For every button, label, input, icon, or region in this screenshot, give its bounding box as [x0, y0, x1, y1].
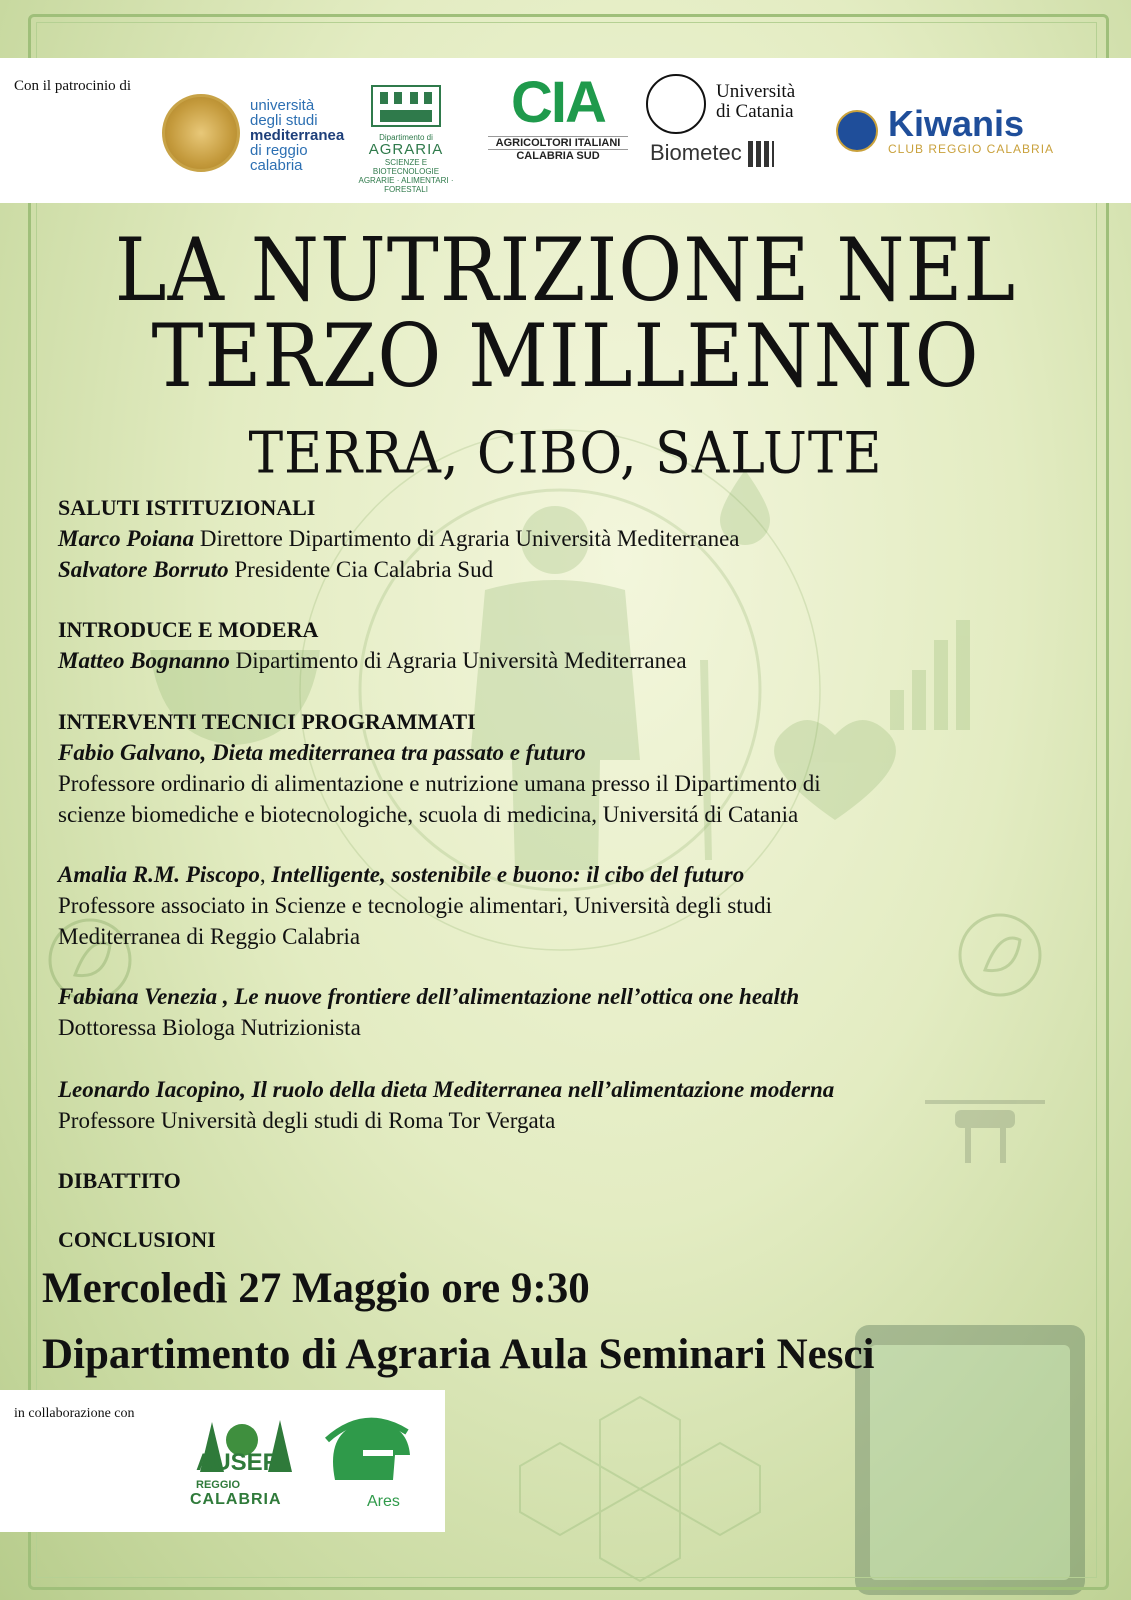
kiwanis-subtitle: CLUB REGGIO CALABRIA	[888, 142, 1055, 156]
talk-piscopo	[58, 859, 1018, 952]
talk-title	[58, 859, 1018, 890]
speaker-description: Professore associato in Scienze e tecnologie alimentari, Università degli studi	[58, 893, 773, 918]
speaker-line	[58, 645, 1018, 676]
section-interventi	[58, 706, 1018, 830]
unict-wordmark	[716, 82, 795, 122]
unict-seal-icon	[646, 74, 706, 134]
speaker-line	[58, 554, 1018, 585]
talk-title: Fabiana Venezia , Le nuove frontiere dell’alimentazione nell’ottica one health	[58, 984, 800, 1009]
auser-city: REGGIO	[196, 1479, 241, 1491]
conclusioni-heading: CONCLUSIONI	[58, 1227, 216, 1252]
talk-iacopino	[58, 1074, 1018, 1136]
speaker-role: Direttore Dipartimento di Agraria Università Mediterranea	[194, 526, 740, 551]
agraria-subtitle: AGRARIE · ALIMENTARI · FORESTALI	[358, 176, 454, 194]
spartan-helmet-icon	[315, 1410, 415, 1490]
cia-wordmark: CIA	[511, 70, 605, 135]
unict-line: di Catania	[716, 101, 794, 122]
unirc-line: calabria	[250, 157, 303, 174]
auser-city: CALABRIA	[190, 1491, 282, 1508]
talk-title-text: Intelligente, sostenibile e buono: il cibo del futuro	[271, 862, 745, 887]
speaker-name: Salvatore Borruto	[58, 557, 229, 582]
section-heading: INTERVENTI TECNICI PROGRAMMATI	[58, 709, 476, 734]
patronage-bar	[0, 58, 1131, 203]
speaker-name: Marco Poiana	[58, 526, 195, 551]
speaker-role: Dipartimento di Agraria Università Mediterranea	[229, 648, 687, 673]
speaker-description: Professore Università degli studi di Roma Tor Vergata	[58, 1108, 556, 1133]
section-heading: SALUTI ISTITUZIONALI	[58, 495, 316, 520]
biometec-wordmark: Biometec	[650, 140, 742, 165]
unirc-logo	[162, 94, 240, 172]
unirc-line: mediterranea	[250, 127, 345, 144]
agraria-logo	[358, 78, 454, 194]
unirc-line: università	[250, 97, 315, 114]
unirc-seal-icon	[162, 94, 240, 172]
event-date: Mercoledì 27 Maggio ore 9:30	[42, 1265, 590, 1312]
speaker-line	[58, 523, 1018, 554]
talk-title: Leonardo Iacopino, Il ruolo della dieta Mediterranea nell’alimentazione moderna	[58, 1077, 835, 1102]
speaker-role: Presidente Cia Calabria Sud	[228, 557, 494, 582]
unirc-wordmark	[250, 98, 344, 173]
unirc-line: di reggio	[250, 142, 308, 159]
auser-trees-icon	[190, 1412, 295, 1474]
agraria-top-text: Dipartimento di	[379, 133, 433, 142]
ares-logo	[315, 1410, 415, 1510]
cia-logo	[488, 70, 628, 162]
section-saluti	[58, 492, 1018, 585]
collaboration-label: in collaborazione con	[14, 1406, 135, 1421]
biometec-logo	[650, 140, 774, 167]
section-modera	[58, 614, 1018, 676]
speaker-name: Matteo Bognanno	[58, 648, 230, 673]
hexagon-grid	[520, 1397, 760, 1581]
biometec-pixel-icon	[748, 141, 774, 167]
talk-venezia	[58, 981, 1018, 1043]
separator: ,	[259, 862, 272, 887]
kiwanis-logo	[836, 103, 1055, 156]
speaker-description: Dottoressa Biologa Nutrizionista	[58, 1015, 361, 1040]
dibattito-heading: DIBATTITO	[58, 1168, 181, 1193]
title-line-1: LA NUTRIZIONE NEL	[114, 220, 1017, 322]
section-heading: INTRODUCE E MODERA	[58, 617, 319, 642]
ares-wordmark: Ares	[367, 1493, 400, 1510]
event-venue: Dipartimento di Agraria Aula Seminari Nesci	[42, 1331, 875, 1378]
unict-logo	[646, 74, 795, 134]
subtitle: TERRA, CIBO, SALUTE	[248, 421, 883, 487]
speaker-description: scienze biomediche e biotecnologiche, scuola di medicina, Universitá di Catania	[58, 802, 799, 827]
speaker-description: Professore ordinario di alimentazione e nutrizione umana presso il Dipartimento di	[58, 771, 821, 796]
tablet-shape	[855, 1325, 1085, 1595]
unict-line: Università	[716, 81, 796, 102]
kiwanis-seal-icon	[836, 110, 878, 152]
title-line-2: TERZO MILLENNIO	[151, 306, 980, 408]
agraria-building-icon	[366, 78, 446, 128]
cia-region: CALABRIA SUD	[516, 150, 600, 162]
speaker-name: Amalia R.M. Piscopo	[58, 862, 260, 887]
auser-letters: AUSER	[196, 1449, 281, 1474]
kiwanis-wordmark: Kiwanis	[888, 103, 1025, 144]
unirc-line: degli studi	[250, 112, 318, 129]
collaboration-box	[0, 1390, 445, 1532]
cia-subtitle: AGRICOLTORI ITALIANI	[488, 136, 628, 150]
agraria-subtitle: SCIENZE E BIOTECNOLOGIE	[372, 158, 440, 176]
agraria-name: AGRARIA	[368, 141, 444, 158]
talk-title: Fabio Galvano, Dieta mediterranea tra passato e futuro	[58, 740, 586, 765]
patronage-label: Con il patrocinio di	[14, 78, 132, 94]
speaker-description: Mediterranea di Reggio Calabria	[58, 924, 361, 949]
auser-logo	[190, 1412, 295, 1512]
